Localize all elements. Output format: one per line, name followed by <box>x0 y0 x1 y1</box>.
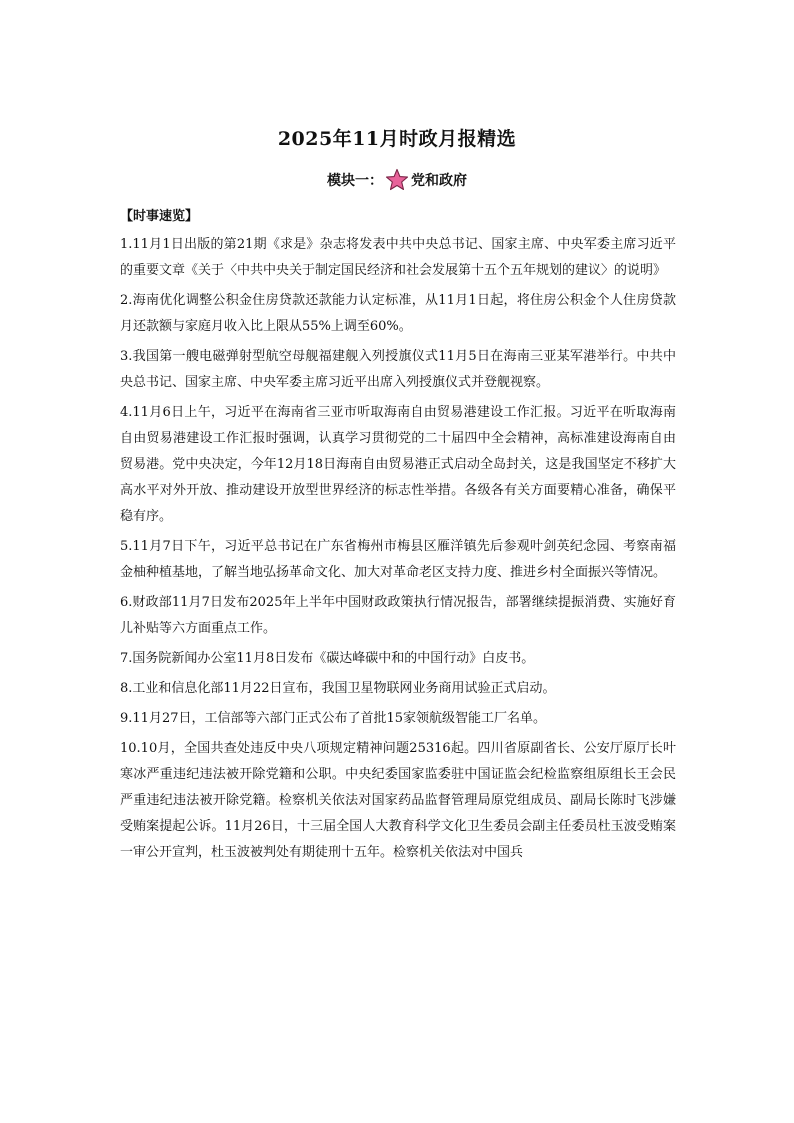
section-label: 【时事速览】 <box>120 209 199 224</box>
news-list <box>120 232 676 870</box>
module-heading <box>0 168 794 192</box>
document-title: 2025年11月时政月报精选 <box>277 128 517 150</box>
news-item-1: 1.11月1日出版的第21期《求是》杂志将发表中共中央总书记、国家主席、中央军委主席习近平的重要文章《关于〈中共中央关于制定国民经济和社会发展第十五个五年规划的建议〉的说明》 <box>120 237 676 278</box>
news-item-5: 5.11月7日下午，习近平总书记在广东省梅州市梅县区雁洋镇先后参观叶剑英纪念园、考察南福金柚种植基地，了解当地弘扬革命文化、加大对革命老区支持力度、推进乡村全面振兴等情况。 <box>120 539 676 580</box>
module-name: 党和政府 <box>411 173 467 189</box>
news-item-7: 7.国务院新闻办公室11月8日发布《碳达峰碳中和的中国行动》白皮书。 <box>120 651 535 666</box>
module-label: 模块一： <box>327 173 383 189</box>
news-item-6: 6.财政部11月7日发布2025年上半年中国财政政策执行情况报告，部署继续提振消费、实施好育儿补贴等六方面重点工作。 <box>120 595 676 636</box>
star-icon <box>385 168 409 192</box>
news-item-3: 3.我国第一艘电磁弹射型航空母舰福建舰入列授旗仪式11月5日在海南三亚某军港举行。中共中央总书记、国家主席、中央军委主席习近平出席入列授旗仪式并登舰视察。 <box>120 349 676 390</box>
news-item-10: 10.10月，全国共查处违反中央八项规定精神问题25316起。四川省原副省长、公安厅原厅长叶寒冰严重违纪违法被开除党籍和公职。中央纪委国家监委驻中国证监会纪检监察组原组长王会民严重违纪违法被开除党籍。检察机关依法对国家药品监督管理局原党组成员、副局长陈时飞涉嫌受贿案提起公诉。11月26日，十三届全国人大教育科学文化卫生委员会副主任委员杜玉波受贿案一审公开宣判，杜玉波被判处有期徒刑十五年。检察机关依法对中国兵 <box>120 741 676 860</box>
news-item-8: 8.工业和信息化部11月22日宣布，我国卫星物联网业务商用试验正式启动。 <box>120 681 556 696</box>
news-item-2: 2.海南优化调整公积金住房贷款还款能力认定标准，从11月1日起，将住房公积金个人住房贷款月还款额与家庭月收入比上限从55%上调至60%。 <box>120 293 676 334</box>
news-item-4: 4.11月6日上午，习近平在海南省三亚市听取海南自由贸易港建设工作汇报。习近平在听取海南自由贸易港建设工作汇报时强调，认真学习贯彻党的二十届四中全会精神，高标准建设海南自由贸易港。党中央决定，今年12月18日海南自由贸易港正式启动全岛封关，这是我国坚定不移扩大高水平对外开放、推动建设开放型世界经济的标志性举措。各级各有关方面要精心准备，确保平稳有序。 <box>120 405 676 524</box>
news-item-9: 9.11月27日，工信部等六部门正式公布了首批15家领航级智能工厂名单。 <box>120 711 547 726</box>
